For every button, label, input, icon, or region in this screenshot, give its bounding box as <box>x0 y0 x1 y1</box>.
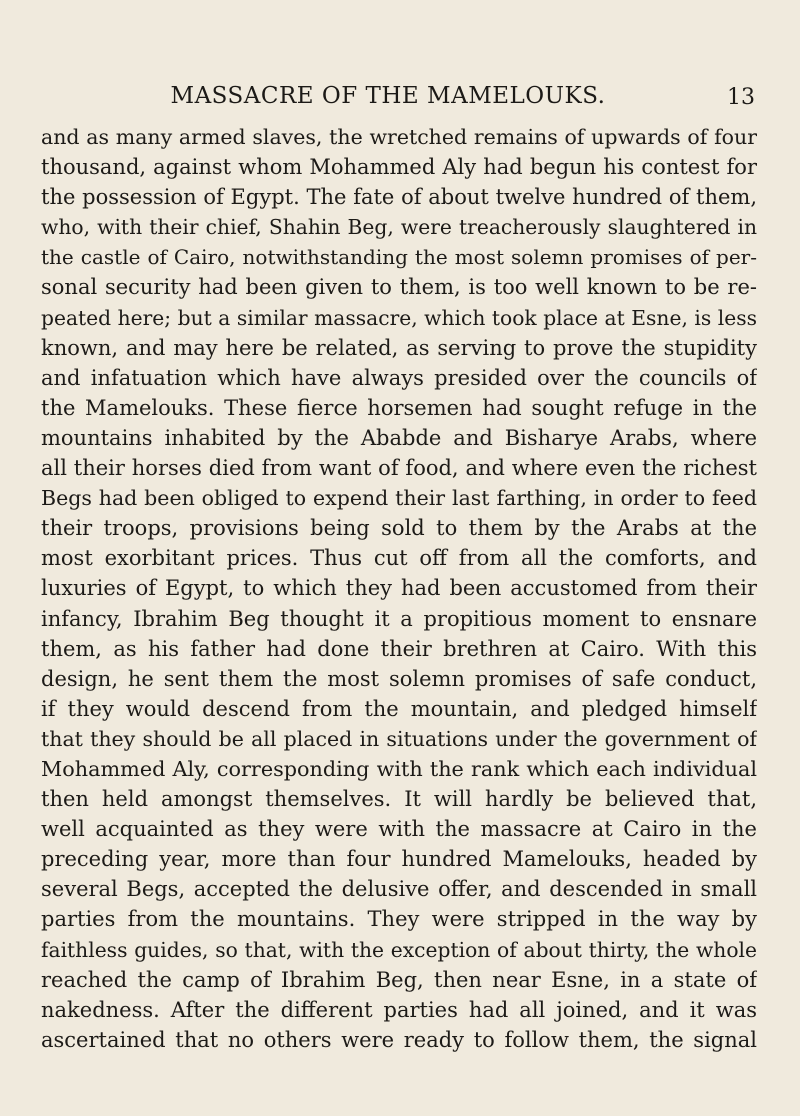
text-line: that they should be all placed in situations under the government of <box>41 726 757 751</box>
text-line: and infatuation which have always presided over the councils of <box>41 365 757 390</box>
text-line: preceding year, more than four hundred Mamelouks, headed by <box>41 847 757 872</box>
text-line: the castle of Cairo, notwithstanding the most solemn promises of per- <box>41 245 757 270</box>
text-line: then held amongst themselves. It will hardly be believed that, <box>41 787 757 812</box>
text-line: well acquainted as they were with the massacre at Cairo in the <box>41 817 757 842</box>
text-line: faithless guides, so that, with the exception of about thirty, the whole <box>41 937 757 962</box>
text-line: known, and may here be related, as serving to prove the stupidity <box>41 335 757 360</box>
text-line: infancy, Ibrahim Beg thought it a propitious moment to ensnare <box>41 606 757 631</box>
text-line: peated here; but a similar massacre, which took place at Esne, is less <box>41 305 757 330</box>
text-line: their troops, provisions being sold to them by the Arabs at the <box>41 516 757 541</box>
text-line: reached the camp of Ibrahim Beg, then near Esne, in a state of <box>41 967 757 992</box>
text-line: who, with their chief, Shahin Beg, were treacherously slaughtered in <box>41 215 757 240</box>
text-line: them, as his father had done their brethren at Cairo. With this <box>41 636 757 661</box>
text-line: most exorbitant prices. Thus cut off from all the comforts, and <box>41 546 757 571</box>
text-line: parties from the mountains. They were stripped in the way by <box>41 907 757 932</box>
text-line: thousand, against whom Mohammed Aly had begun his contest for <box>41 155 757 180</box>
text-line: the possession of Egypt. The fate of about twelve hundred of them, <box>41 185 757 210</box>
text-line: and as many armed slaves, the wretched remains of upwards of four <box>41 125 757 149</box>
text-line: the Mamelouks. These fierce horsemen had sought refuge in the <box>41 395 757 420</box>
text-line: if they would descend from the mountain, and pledged himself <box>41 696 757 721</box>
text-line: several Begs, accepted the delusive offer, and descended in small <box>41 877 757 902</box>
text-line: sonal security had been given to them, is too well known to be re- <box>41 275 757 300</box>
text-line: design, he sent them the most solemn promises of safe conduct, <box>41 666 757 691</box>
text-line: luxuries of Egypt, to which they had been accustomed from their <box>41 576 757 601</box>
page-number: 13 <box>727 85 755 110</box>
text-line: nakedness. After the different parties had all joined, and it was <box>41 997 757 1022</box>
body-paragraph <box>41 122 757 1055</box>
text-line: Begs had been obliged to expend their last farthing, in order to feed <box>41 486 757 511</box>
text-line: mountains inhabited by the Ababde and Bisharye Arabs, where <box>41 425 757 450</box>
text-line: ascertained that no others were ready to follow them, the signal <box>41 1027 757 1052</box>
text-line: Mohammed Aly, corresponding with the rank which each individual <box>41 756 757 781</box>
running-title: MASSACRE OF THE MAMELOUKS. <box>170 83 606 109</box>
text-line: all their horses died from want of food, and where even the richest <box>41 456 757 481</box>
